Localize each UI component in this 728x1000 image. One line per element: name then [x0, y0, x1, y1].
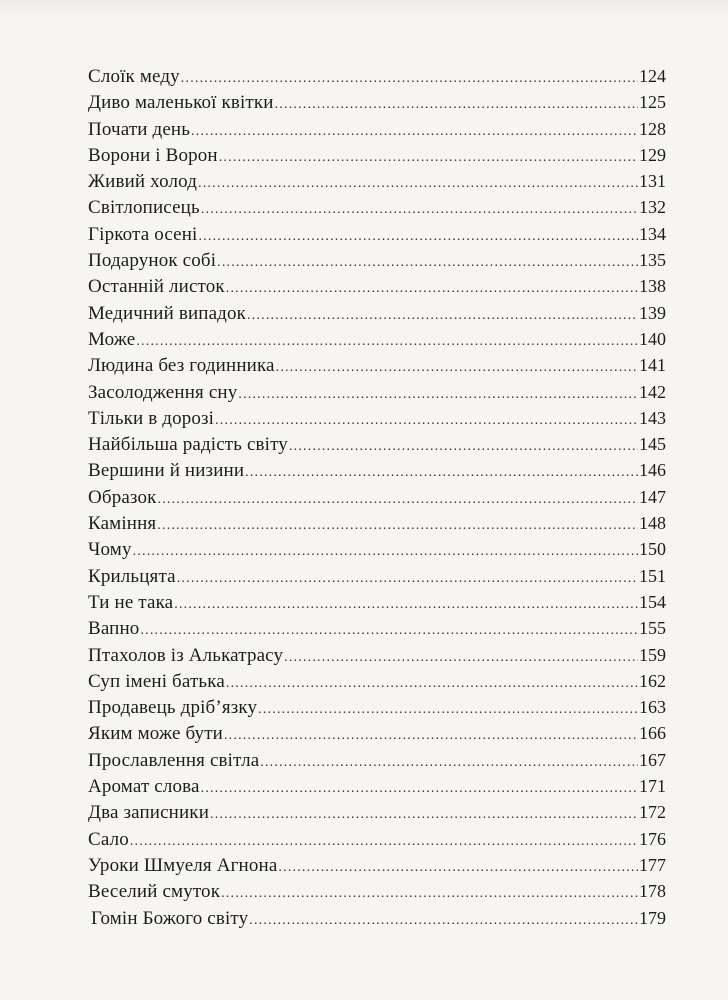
- toc-entry: [88, 405, 666, 431]
- toc-entry-page: 154: [639, 591, 666, 612]
- toc-entry-page: 124: [639, 66, 666, 86]
- toc-entry-page: 150: [639, 539, 666, 560]
- toc-entry-title: Птахолов із Алькатрасу: [88, 644, 284, 666]
- toc-entry-page: 132: [639, 197, 666, 218]
- toc-entry: [88, 615, 666, 641]
- dot-leader: [238, 382, 638, 408]
- toc-entry-page: 141: [639, 355, 666, 376]
- table-of-contents: [88, 63, 666, 931]
- toc-entry-title: Останній листок: [88, 276, 225, 298]
- toc-entry-title: Продавець дріб’язку: [88, 697, 258, 719]
- toc-entry-page: 125: [639, 92, 666, 113]
- dot-leader: [284, 645, 638, 671]
- dot-leader: [174, 592, 638, 618]
- toc-entry: [88, 826, 666, 852]
- toc-entry: [88, 116, 666, 142]
- toc-entry-page: 146: [639, 460, 666, 481]
- toc-entry-page: 171: [639, 776, 666, 797]
- toc-entry: [88, 484, 666, 510]
- dot-leader: [177, 566, 638, 592]
- toc-entry: [88, 747, 666, 773]
- toc-entry: [88, 221, 666, 247]
- toc-entry-title: Ти не така: [88, 591, 174, 613]
- toc-entry: [88, 563, 666, 589]
- toc-entry: [88, 668, 666, 694]
- toc-entry-title: Вершини й низини: [88, 460, 245, 482]
- dot-leader: [258, 697, 638, 723]
- dot-leader: [275, 92, 638, 118]
- toc-entry: [88, 89, 666, 115]
- toc-entry-title: Почати день: [88, 118, 191, 140]
- toc-entry-page: 140: [639, 328, 666, 349]
- toc-entry: [88, 379, 666, 405]
- dot-leader: [247, 303, 638, 329]
- toc-entry-page: 147: [639, 486, 666, 507]
- dot-leader: [245, 460, 638, 486]
- toc-entry-page: 148: [639, 513, 666, 534]
- dot-leader: [219, 145, 638, 171]
- dot-leader: [201, 776, 638, 802]
- dot-leader: [289, 434, 638, 460]
- dot-leader: [136, 329, 638, 355]
- toc-entry-page: 162: [639, 670, 666, 691]
- toc-entry-title: Світлописець: [88, 197, 200, 219]
- toc-entry-title: Медичний випадок: [88, 302, 247, 324]
- toc-entry: [88, 589, 666, 615]
- toc-entry-page: 129: [639, 144, 666, 165]
- dot-leader: [210, 802, 638, 828]
- toc-entry-title: Вапно: [88, 618, 140, 640]
- toc-entry-page: 166: [639, 723, 666, 744]
- toc-entry-title: Уроки Шмуеля Агнона: [88, 854, 278, 876]
- dot-leader: [276, 355, 638, 381]
- toc-entry: [88, 799, 666, 825]
- dot-leader: [140, 618, 638, 644]
- toc-entry-page: 163: [639, 697, 666, 718]
- toc-entry-page: 143: [639, 407, 666, 428]
- dot-leader: [226, 276, 638, 302]
- toc-entry-page: 179: [639, 907, 666, 928]
- dot-leader: [130, 829, 638, 855]
- toc-entry-title: Суп імені батька: [88, 670, 225, 692]
- toc-entry: [88, 457, 666, 483]
- toc-entry-page: 178: [639, 881, 666, 902]
- toc-entry-title: Образок: [88, 486, 157, 508]
- toc-entry-page: 176: [639, 828, 666, 849]
- dot-leader: [198, 224, 638, 250]
- toc-entry-page: 172: [639, 802, 666, 823]
- toc-entry-title: Слоїк меду: [88, 66, 180, 87]
- toc-entry-page: 145: [639, 434, 666, 455]
- toc-entry-page: 155: [639, 618, 666, 639]
- toc-entry: [88, 773, 666, 799]
- toc-entry-title: Прославлення світла: [88, 749, 260, 771]
- toc-entry-page: 138: [639, 276, 666, 297]
- toc-entry-title: Тільки в дорозі: [88, 407, 215, 429]
- toc-entry-title: Два записники: [88, 802, 210, 824]
- toc-entry-title: Гомін Божого світу: [91, 907, 249, 929]
- toc-entry-title: Живий холод: [88, 171, 198, 193]
- dot-leader: [249, 908, 638, 934]
- toc-entry: [88, 63, 666, 89]
- dot-leader: [181, 66, 638, 92]
- toc-entry-title: Сало: [88, 828, 129, 850]
- toc-entry-page: 151: [639, 565, 666, 586]
- dot-leader: [157, 513, 638, 539]
- toc-entry-page: 135: [639, 250, 666, 271]
- toc-entry-page: 177: [639, 854, 666, 875]
- toc-entry-page: 142: [639, 381, 666, 402]
- toc-entry: [88, 642, 666, 668]
- toc-entry-title: Каміння: [88, 513, 157, 535]
- dot-leader: [198, 171, 638, 197]
- dot-leader: [158, 487, 639, 513]
- dot-leader: [215, 408, 638, 434]
- toc-entry: [88, 510, 666, 536]
- toc-entry: [88, 326, 666, 352]
- dot-leader: [278, 855, 638, 881]
- toc-entry-title: Може: [88, 328, 136, 350]
- toc-entry: [88, 536, 666, 562]
- dot-leader: [217, 250, 638, 276]
- toc-entry-title: Найбільша радість світу: [88, 434, 288, 456]
- toc-entry: [88, 300, 666, 326]
- toc-entry-title: Ворони і Ворон: [88, 144, 218, 166]
- dot-leader: [224, 723, 638, 749]
- toc-entry: [88, 247, 666, 273]
- toc-entry: [88, 168, 666, 194]
- dot-leader: [221, 881, 638, 907]
- toc-entry: [88, 273, 666, 299]
- toc-entry: [88, 720, 666, 746]
- toc-entry-title: Диво маленької квітки: [88, 92, 274, 114]
- toc-entry-page: 159: [639, 644, 666, 665]
- toc-entry-page: 167: [639, 749, 666, 770]
- toc-entry-title: Крильцята: [88, 565, 176, 587]
- toc-entry-title: Людина без годинника: [88, 355, 275, 377]
- toc-entry-page: 128: [639, 118, 666, 139]
- toc-entry: [88, 352, 666, 378]
- dot-leader: [201, 197, 638, 223]
- toc-entry: [88, 905, 666, 931]
- dot-leader: [191, 119, 638, 145]
- toc-entry-title: Засолодження сну: [88, 381, 238, 403]
- toc-entry: [88, 694, 666, 720]
- toc-entry: [88, 852, 666, 878]
- dot-leader: [226, 671, 638, 697]
- dot-leader: [133, 539, 638, 565]
- toc-entry-title: Веселий смуток: [88, 881, 221, 903]
- toc-entry-title: Яким може бути: [88, 723, 223, 745]
- toc-entry: [88, 431, 666, 457]
- toc-entry: [88, 194, 666, 220]
- toc-entry-title: Аромат слова: [88, 776, 200, 798]
- toc-entry: [88, 142, 666, 168]
- toc-entry-title: Подарунок собі: [88, 250, 217, 272]
- toc-entry-page: 131: [639, 171, 666, 192]
- toc-entry-page: 134: [639, 223, 666, 244]
- dot-leader: [260, 750, 638, 776]
- toc-entry: [88, 878, 666, 904]
- toc-entry-title: Чому: [88, 539, 132, 561]
- toc-entry-page: 139: [639, 302, 666, 323]
- toc-entry-title: Гіркота осені: [88, 223, 198, 245]
